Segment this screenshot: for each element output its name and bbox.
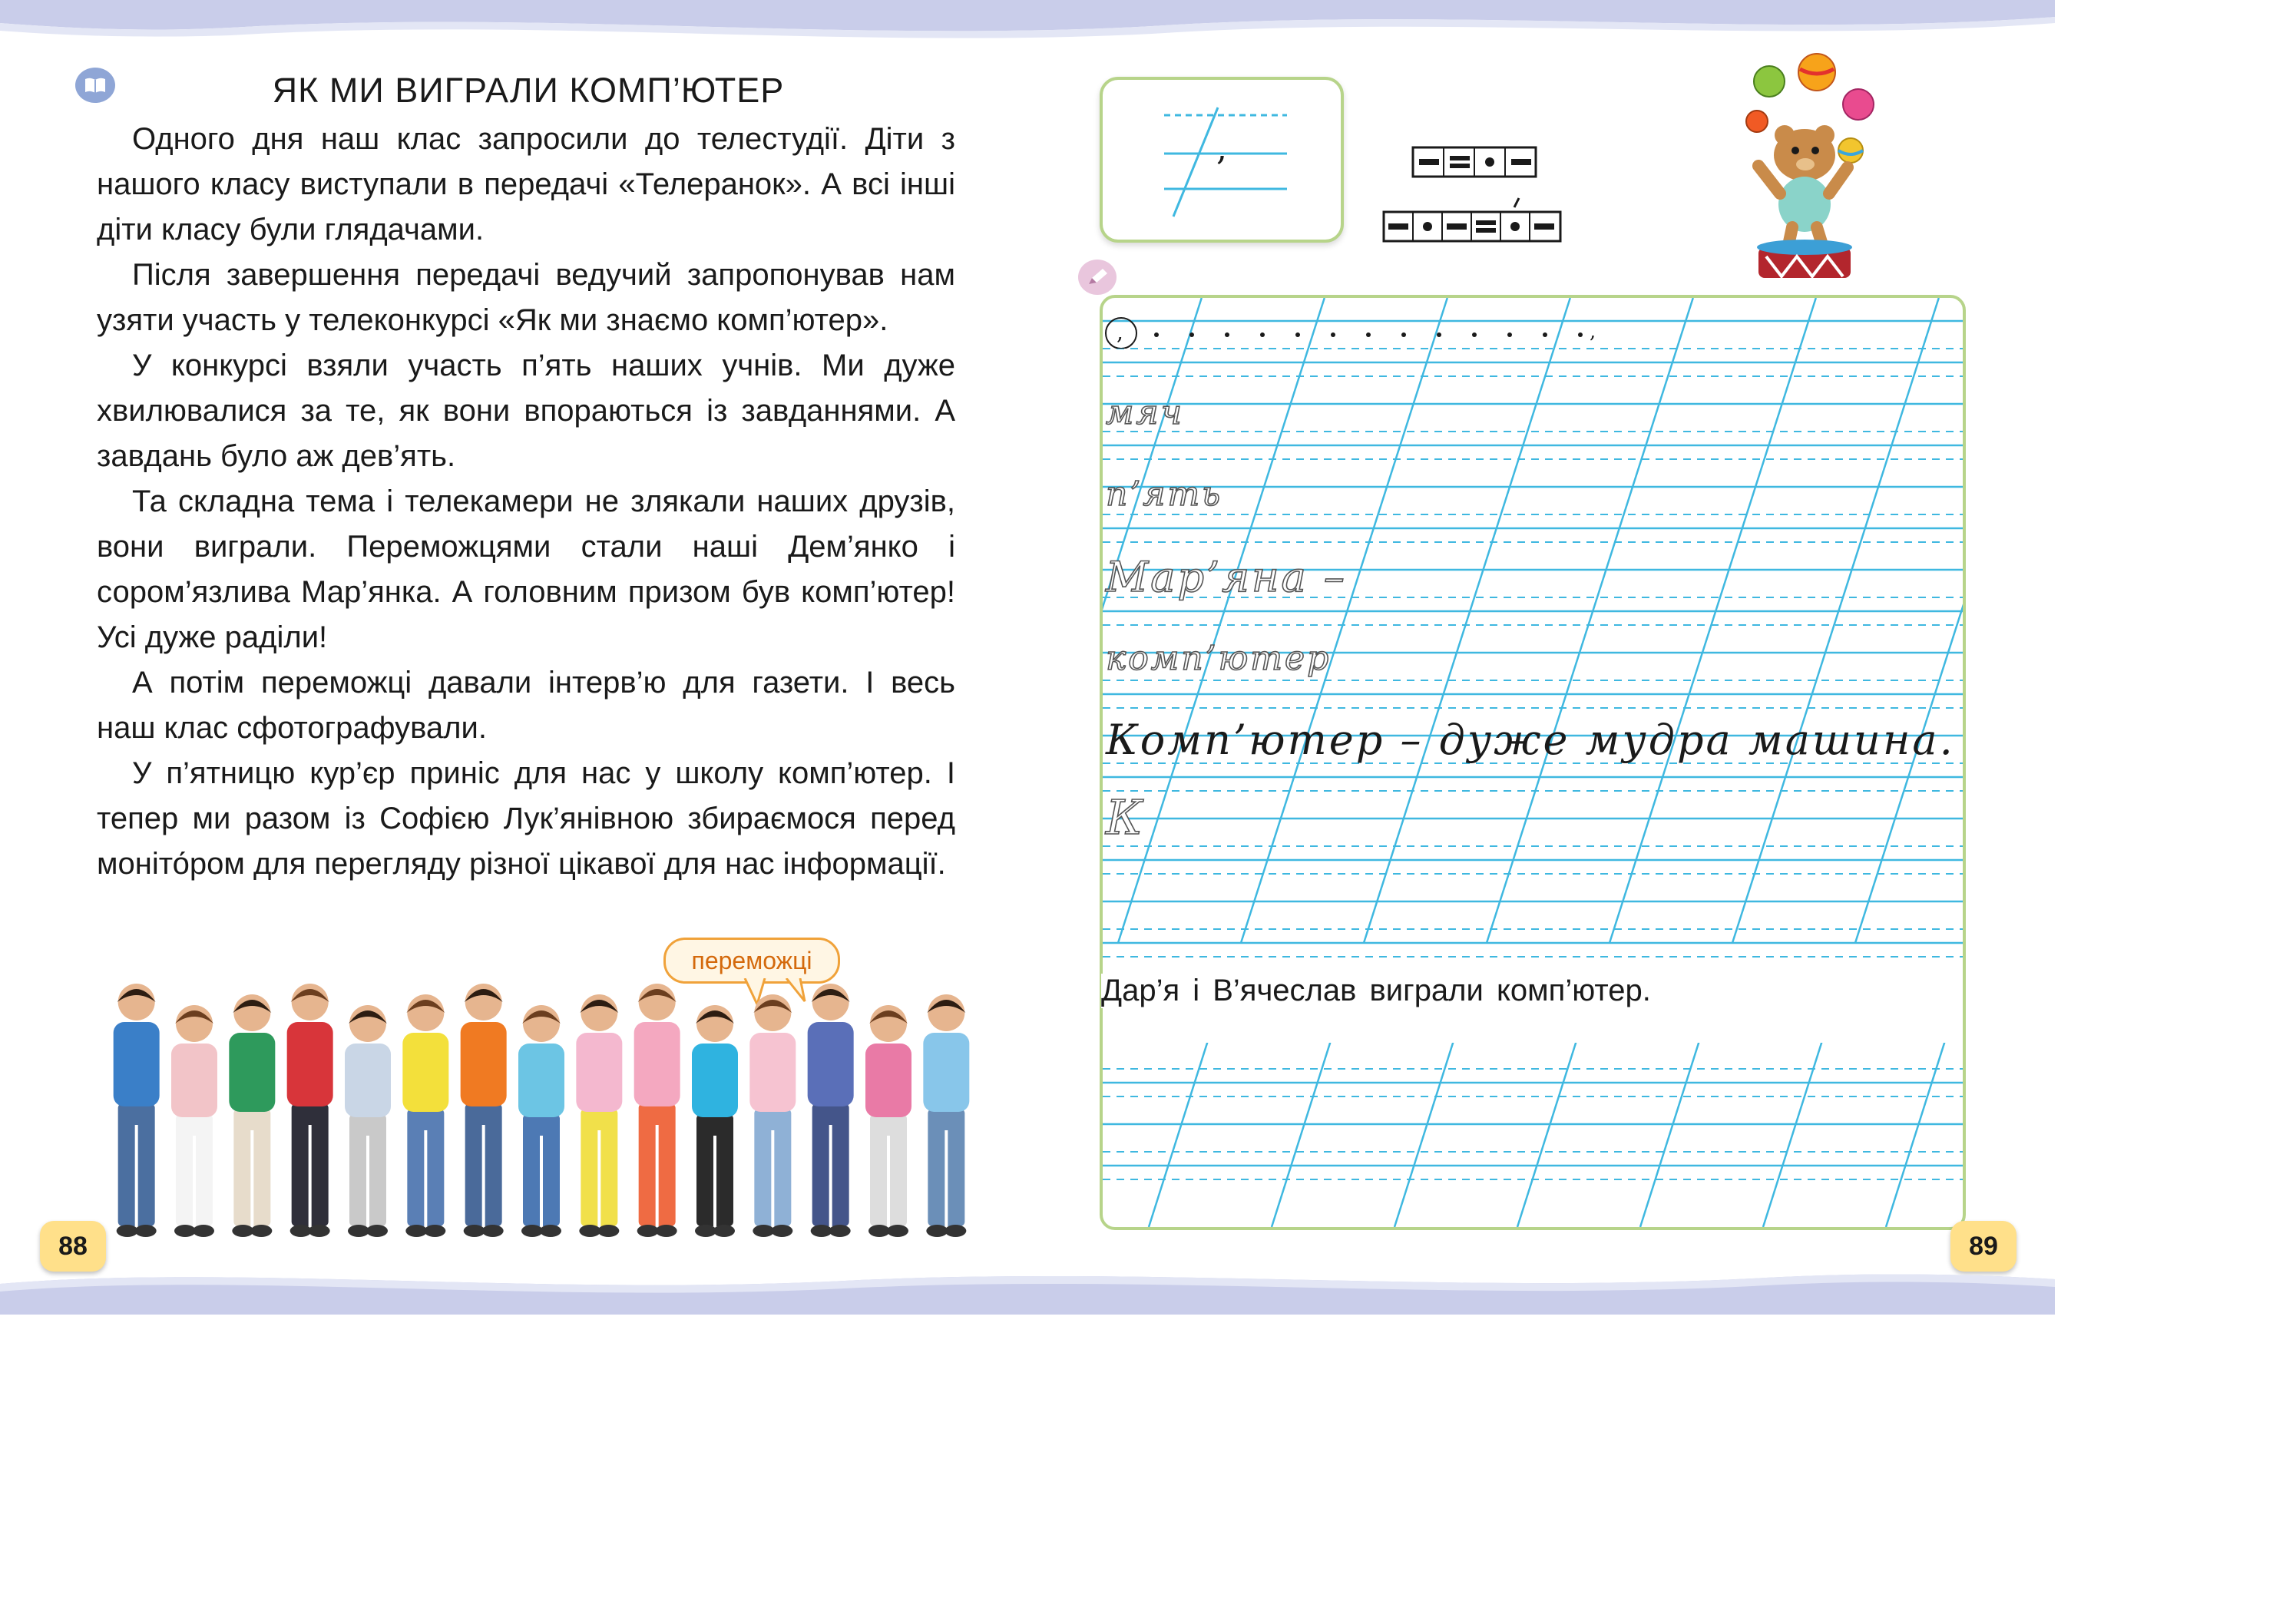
task-sentence: Дар’я і В’ячеслав виграли комп’ютер. [1101, 974, 1657, 1008]
juggling-bear-illustration [1743, 51, 1912, 281]
child-figure [402, 994, 448, 1237]
child-figure [634, 984, 680, 1237]
sound-schemes [1382, 144, 1574, 252]
child-figure [923, 994, 969, 1237]
page-number-right: 89 [1950, 1221, 2016, 1272]
child-figure [749, 994, 796, 1237]
copy-word-maryana: Мар’яна – [1106, 553, 1347, 601]
dotted-comma-row [1103, 310, 1640, 349]
story-paragraph-2: Після завершення передачі ведучий запропонував нам узяти участь у телеконкурсі «Як ми знаємо комп’ютер». [97, 258, 955, 337]
winners-speech-bubble: переможці [663, 938, 840, 984]
page-number-left: 88 [40, 1221, 106, 1272]
svg-text:,: , [1117, 319, 1123, 345]
child-figure [692, 1005, 738, 1237]
bottom-wave-band [0, 1261, 2055, 1315]
child-figure [461, 984, 507, 1237]
sound-scheme-top [1413, 147, 1536, 177]
svg-text:,: , [1590, 320, 1596, 343]
child-figure [114, 984, 160, 1237]
story-title: ЯК МИ ВИГРАЛИ КОМП’ЮТЕР [272, 71, 785, 110]
story-paragraph-6: У п’ятницю кур’єр приніс для нас у школу комп’ютер. І тепер ми разом із Софією Лук’янівною збираємося перед моніто́ром для перегляду різної цікавої для нас інформації. [97, 756, 955, 881]
child-figure [229, 994, 275, 1237]
child-figure [576, 994, 622, 1237]
left-page [0, 0, 1027, 1315]
copy-word-kompyuter: комп’ютер [1106, 639, 1332, 678]
story-paragraph-1: Одного дня наш клас запросили до телестудії. Діти з нашого класу виступали в передачі «Телеранок». А всі інші діти класу були глядачами. [97, 122, 955, 246]
copy-word-pyat: п’ять [1106, 475, 1223, 514]
child-figure [345, 1005, 391, 1237]
story-paragraph-3: У конкурсі взяли участь п’ять наших учнів. Ми дуже хвилювалися за те, як вони впораються із завданнями. А завдань було аж дев’ять. [97, 349, 955, 473]
child-figure [171, 1005, 217, 1237]
child-figure [865, 1005, 911, 1237]
sound-scheme-bottom [1384, 198, 1560, 241]
comma-writing-card [1100, 77, 1344, 243]
story-paragraph-5: А потім переможці давали інтерв’ю для газети. І весь наш клас сфотографували. [97, 666, 955, 745]
story-paragraph-4: Та складна тема і телекамери не злякали наших друзів, вони виграли. Переможцями стали наші Дем’янко і сором’язлива Мар’янка. А головним призом був комп’ютер! Усі дуже раділи! [97, 485, 955, 654]
sample-sentence: Комп’ютер – дуже мудра машина. [1106, 716, 1955, 764]
card-comma: , [1216, 129, 1227, 168]
story-text [97, 117, 955, 887]
child-figure [518, 1005, 564, 1237]
child-figure [287, 984, 333, 1237]
copybook-sheet [1100, 295, 1966, 1230]
copy-word-myach: мяч [1106, 393, 1184, 432]
child-figure [808, 984, 854, 1237]
copy-letter-k: К [1106, 789, 1145, 845]
children-group-photo [108, 971, 975, 1248]
pencil-icon [1078, 260, 1117, 295]
